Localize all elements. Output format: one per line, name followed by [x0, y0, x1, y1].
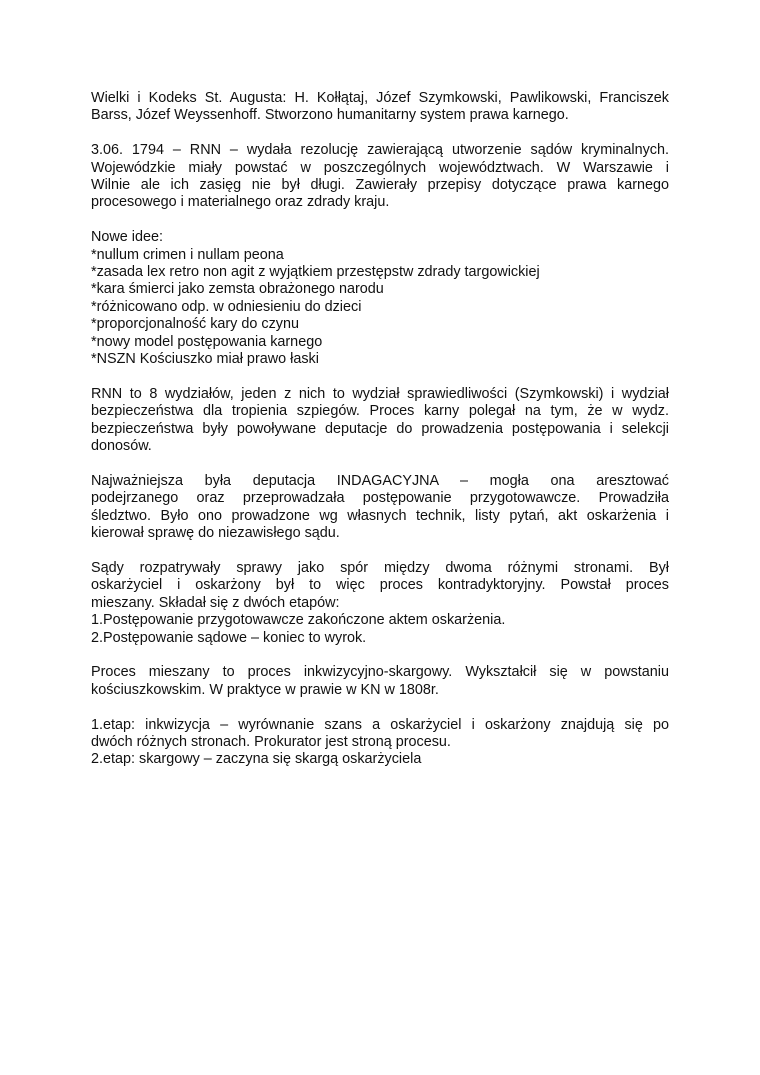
- text-line: Sądy rozpatrywały sprawy jako spór między dwoma różnymi stronami. Był: [91, 559, 669, 576]
- paragraph-mixed-process: [91, 664, 669, 699]
- text-line: oskarżyciel i oskarżony był to więc proces kontradyktoryjny. Powstał proces: [91, 577, 669, 594]
- list-item: *proporcjonalność kary do czynu: [91, 316, 299, 333]
- list-item: *nowy model postępowania karnego: [91, 333, 323, 350]
- text-line: procesowego i materialnego oraz zdrady kraju.: [91, 194, 390, 211]
- text-line: bezpieczeństwa dla tropienia szpiegów. Proces karny polegał na tym, że w wydz.: [91, 403, 669, 420]
- text-line: dwóch różnych stronach. Prokurator jest stroną procesu.: [91, 733, 451, 750]
- text-line: Wielki i Kodeks St. Augusta: H. Kołłątaj, Józef Szymkowski, Pawlikowski, Franciszek: [91, 90, 669, 106]
- text-line: 1.etap: inkwizycja – wyrównanie szans a oskarżyciel i oskarżony znajdują się po: [91, 716, 669, 733]
- list-item: 1.Postępowanie przygotowawcze zakończone aktem oskarżenia.: [91, 612, 506, 629]
- paragraph-rnn-resolution: [91, 142, 669, 212]
- text-line: kierował sprawę do niezawisłego sądu.: [91, 525, 340, 542]
- list-heading: Nowe idee:: [91, 229, 163, 246]
- text-line: mieszany. Składał się z dwóch etapów:: [91, 594, 340, 611]
- list-item: *NSZN Kościuszko miał prawo łaski: [91, 351, 319, 368]
- text-line: Wojewódzkie miały powstać w poszczególnych województwach. W Warszawie i: [91, 159, 669, 176]
- list-item: *zasada lex retro non agit z wyjątkiem przestępstw zdrady targowickiej: [91, 264, 540, 281]
- list-item: *kara śmierci jako zemsta obrażonego narodu: [91, 281, 384, 298]
- list-item: *różnicowano odp. w odniesieniu do dzieci: [91, 298, 362, 315]
- document-page: [91, 90, 669, 786]
- text-line: Barss, Józef Weyssenhoff. Stworzono humanitarny system prawa karnego.: [91, 107, 569, 124]
- paragraph-stages: [91, 717, 669, 769]
- paragraph-indagacyjna: [91, 473, 669, 543]
- paragraph-courts: [91, 560, 669, 647]
- text-line: Wilnie ale ich zasięg nie był długi. Zawierały przepisy dotyczące prawa karnego: [91, 177, 669, 194]
- text-line: 2.etap: skargowy – zaczyna się skargą oskarżyciela: [91, 751, 422, 768]
- text-line: RNN to 8 wydziałów, jeden z nich to wydział sprawiedliwości (Szymkowski) i wydział: [91, 385, 669, 402]
- text-line: podejrzanego oraz przeprowadzała postępowanie przygotowawcze. Prowadziła: [91, 490, 669, 507]
- text-line: Proces mieszany to proces inkwizycyjno-skargowy. Wykształcił się w powstaniu: [91, 664, 669, 681]
- paragraph-authors: [91, 90, 669, 125]
- text-line: kościuszkowskim. W praktyce w prawie w KN w 1808r.: [91, 681, 439, 698]
- text-line: bezpieczeństwa były powoływane deputacje do prowadzenia postępowania i selekcji: [91, 420, 669, 437]
- paragraph-rnn-departments: [91, 386, 669, 456]
- text-line: 3.06. 1794 – RNN – wydała rezolucję zawierającą utworzenie sądów kryminalnych.: [91, 142, 669, 159]
- text-line: śledztwo. Było ono prowadzone wg własnych technik, listy pytań, akt oskarżenia i: [91, 507, 669, 524]
- list-item: *nullum crimen i nullam peona: [91, 246, 284, 263]
- text-line: Najważniejsza była deputacja INDAGACYJNA – mogła ona aresztować: [91, 472, 669, 489]
- new-ideas-list: [91, 229, 669, 368]
- list-item: 2.Postępowanie sądowe – koniec to wyrok.: [91, 629, 367, 646]
- text-line: donosów.: [91, 438, 152, 455]
